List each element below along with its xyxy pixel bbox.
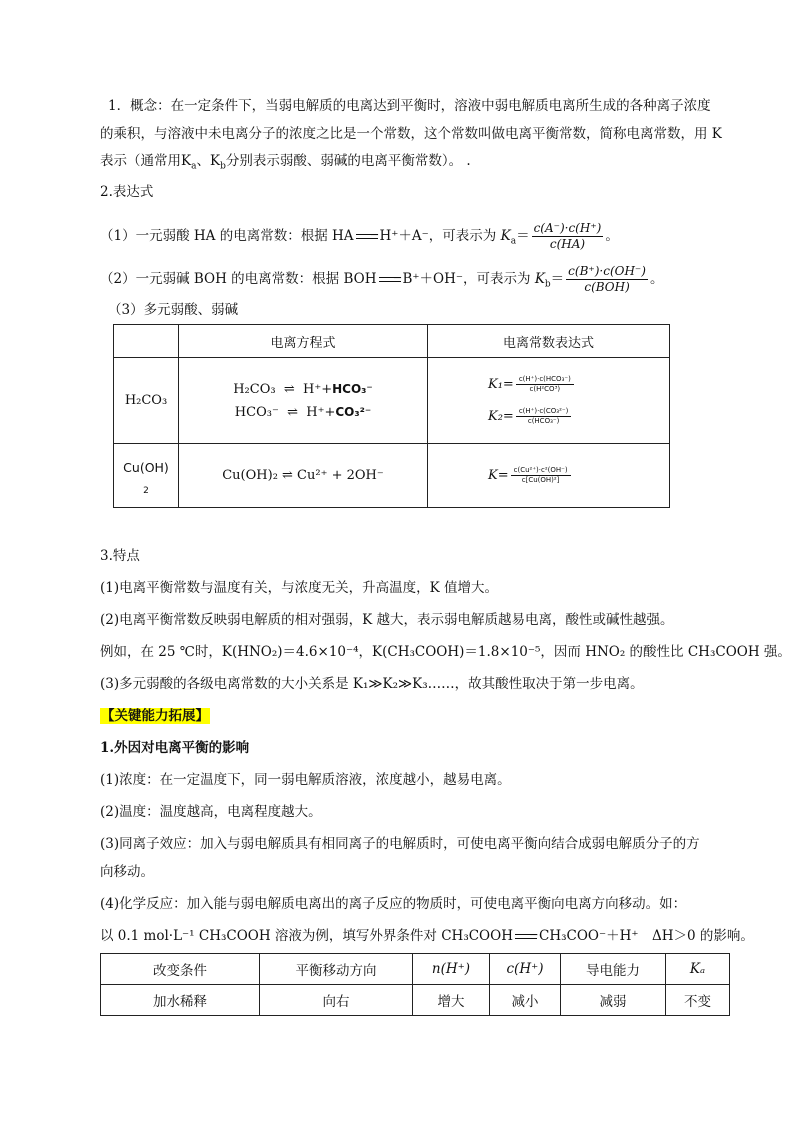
concept-line-3: 表示（通常用$K_a$、$K_b$分别表示弱酸、弱碱的电离平衡常数）。 . [100,153,471,172]
cuoh2-label: Cu(OH) 2 [114,444,179,508]
acid-constant-line: （1）一元弱酸 HA 的电离常数：根据 HA — H⁺＋A⁻，可表示为 $K_a=$ $\frac{c(A^-)\cdot c(H^+)}{c(HA)}$ 。 [100,221,619,251]
feature-1: (1)电离平衡常数与温度有关，与浓度无关，升高温度，K 值增大。 [100,580,498,596]
factor-chemical-reaction: (4)化学反应：加入能与弱电解质电离出的离子反应的物质时，可使电离平衡向电离方向移动。如： [100,896,687,912]
table-header-empty [114,325,179,358]
expression-title: 2.表达式 [100,184,154,200]
t2-header-direction: 平衡移动方向 [260,954,413,985]
k-fraction: $\frac{\text{c(Cu²⁺)·c²(OH⁻)}}{\text{c[Cu(OH)²]}}$ [511,466,571,485]
t2-header-ka: Kₐ [666,954,730,985]
t2-header-conductivity: 导电能力 [561,954,666,985]
features-title: 3.特点 [100,548,140,564]
k2-fraction: $\frac{\text{c(H⁺)·c(CO₃²⁻)}}{\text{c(HCO₃⁻)}}$ [516,407,572,426]
polyprotic-title: （3）多元弱酸、弱碱 [108,302,239,318]
h2co3-constants: K₁= $\frac{\text{c(H⁺)·c(HCO₃⁻)}}{\text{c(H²CO³)}}$ K₂= $\frac{\text{c(H⁺)·c(CO₃²⁻)}}{\text{c(HCO₃⁻)}}$ [428,358,670,444]
equilibrium-arrow-icon: — [379,275,401,285]
concept-line-1: 1．概念：在一定条件下，当弱电解质的电离达到平衡时，溶液中弱电解质电离所生成的各种离子浓度 [108,98,711,114]
t2-header-n: n(H⁺) [413,954,490,985]
acid-constant-fraction: $\frac{c(A^-)\cdot c(H^+)}{c(HA)}$ [533,221,602,251]
feature-3: (3)多元弱酸的各级电离常数的大小关系是 K₁≫K₂≫K₃……，故其酸性取决于第一步电离。 [100,676,644,692]
h2co3-label: H₂CO₃ [114,358,179,444]
key-ability-heading: 【关键能力拓展】 [101,708,209,724]
factors-table [100,953,730,1016]
external-factors-title: 1.外因对电离平衡的影响 [100,740,250,756]
base-constant-fraction: $\frac{c(B^+)\cdot c(OH^-)}{\text{c(BOH)}}$ [568,264,646,294]
k1-fraction: $\frac{\text{c(H⁺)·c(HCO₃⁻)}}{\text{c(H²CO³)}}$ [516,375,574,394]
equilibrium-arrow-icon: — [515,932,537,942]
concept-line-2: 的乘积，与溶液中未电离分子的浓度之比是一个常数，这个常数叫做电离平衡常数，简称电离常数，用 K [100,126,722,142]
factor-common-ion-line-2: 向移动。 [100,864,154,880]
table-header-constant: 电离常数表达式 [428,325,670,358]
example-line: 以 0.1 mol·L⁻¹ CH₃COOH 溶液为例，填写外界条件对 CH₃COOH — CH₃COO⁻＋H⁺ ΔH＞0 的影响。 [100,928,754,944]
feature-2: (2)电离平衡常数反映弱电解质的相对强弱，K 越大，表示弱电解质越易电离，酸性或碱性越强。 [100,612,674,628]
factor-concentration: (1)浓度：在一定温度下，同一弱电解质溶液，浓度越小，越易电离。 [100,772,511,788]
factor-common-ion-line-1: (3)同离子效应：加入与弱电解质具有相同离子的电解质时，可使电离平衡向结合成弱电解质分子的方 [100,836,700,852]
t2-header-c: c(H⁺) [490,954,561,985]
h2co3-equations: H₂CO₃ ⇌ H⁺+HCO₃⁻ HCO₃⁻ ⇌ H⁺+CO₃²⁻ [179,358,428,444]
cuoh2-constant: K= $\frac{\text{c(Cu²⁺)·c²(OH⁻)}}{\text{c[Cu(OH)²]}}$ [428,444,670,508]
t2-header-condition: 改变条件 [101,954,260,985]
feature-example: 例如，在 25 ℃时，K(HNO₂)＝4.6×10⁻⁴，K(CH₃COOH)＝1.8×10⁻⁵，因而 HNO₂ 的酸性比 CH₃COOH 强。 [100,644,791,660]
table-header-equation: 电离方程式 [179,325,428,358]
base-constant-line: （2）一元弱碱 BOH 的电离常数：根据 BOH — B⁺＋OH⁻，可表示为 $K_b=$ $\frac{c(B^+)\cdot c(OH^-)}{\text{c(BOH)}}$ 。 [100,264,664,294]
factor-temperature: (2)温度：温度越高，电离程度越大。 [100,804,322,820]
equilibrium-arrow-icon: — [356,232,378,242]
polyprotic-table [113,324,670,508]
cuoh2-equation: Cu(OH)₂ ⇌ Cu²⁺ + 2OH⁻ [179,444,428,508]
table-row: 加水稀释 向右 增大 减小 减弱 不变 [101,985,730,1016]
